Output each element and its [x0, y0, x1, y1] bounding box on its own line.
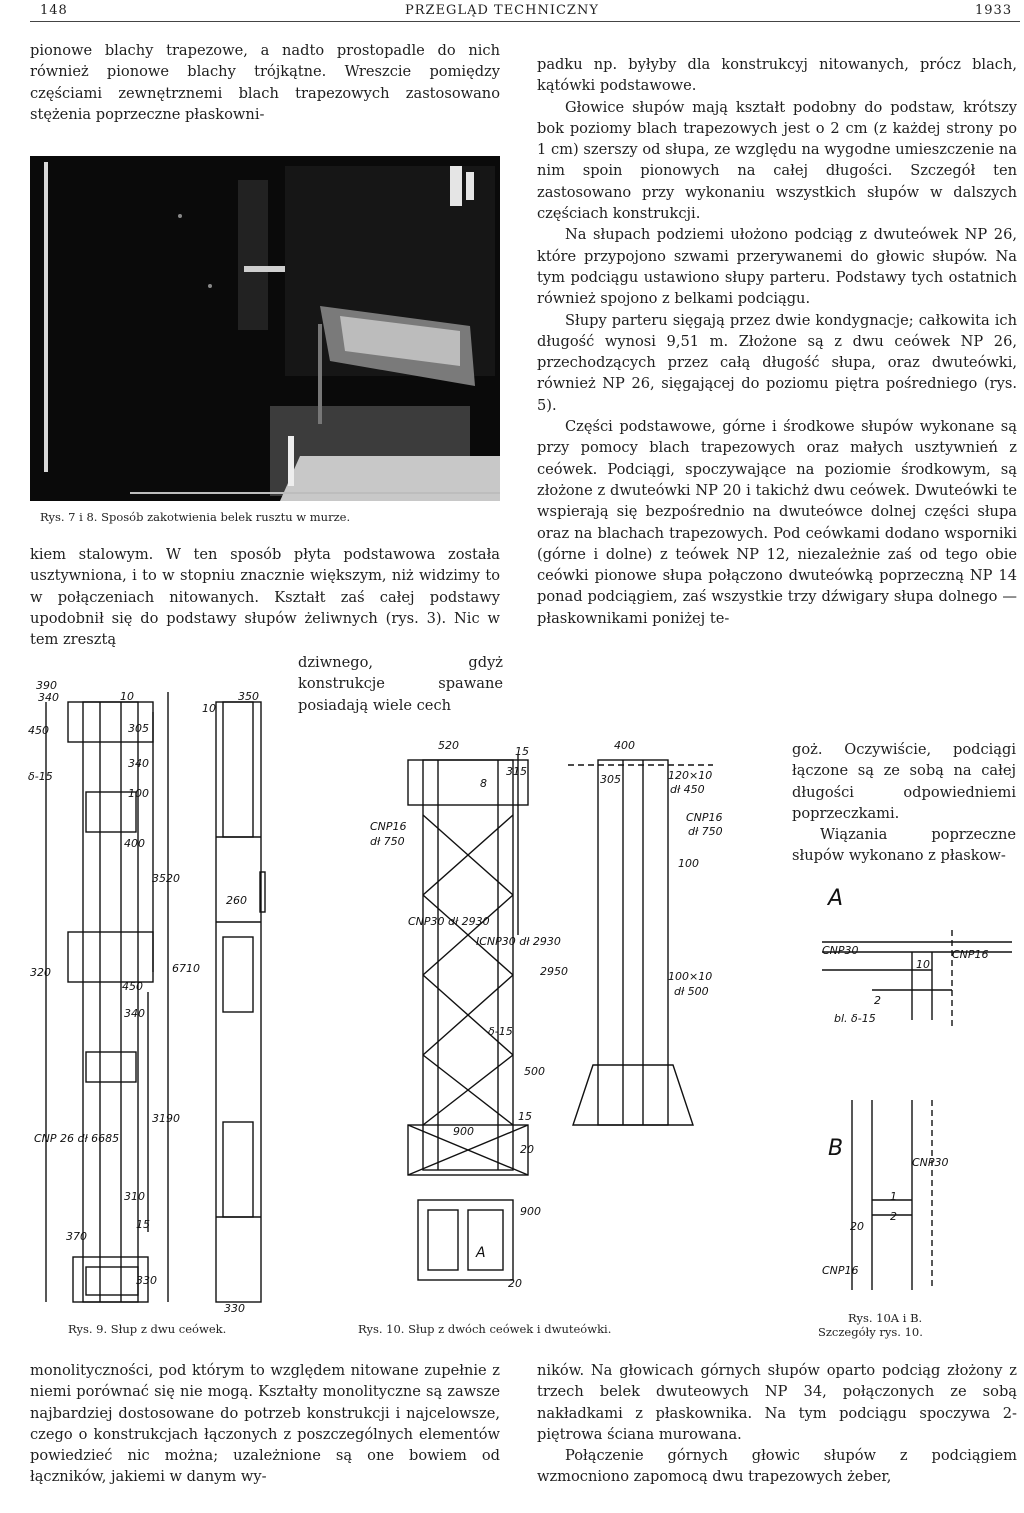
fig10-dim-20: 20 [520, 1143, 534, 1156]
right-narrow-text [792, 739, 1016, 867]
detail-b-label: B [828, 1136, 844, 1161]
paragraph: goż. Oczywiście, podciągi łączone są ze sobą na całej długości odpowiedniemi poprzeczkami. [792, 741, 1016, 822]
paragraph: padku np. byłyby dla konstrukcyj nitowanych, prócz blach, kątówki podstawowe. [537, 56, 1017, 95]
paragraph: pionowe blachy trapezowe, a nadto prostopadle do nich również pionowe blachy trójkątne. Wreszcie pomiędzy częściami zewnętrznemi blach trapezowych zastosowano stężenia poprzeczne płaskowni- [30, 42, 500, 123]
page-number: 148 [40, 3, 68, 18]
fig9-dim-305: 305 [128, 722, 149, 735]
left-bottom-text [30, 1360, 500, 1488]
detail-a-cnp16: CNP16 [952, 948, 989, 961]
detail-a-cnp30: CNP30 [822, 944, 859, 957]
fig10-label-cnp16b: CNP16 [686, 811, 723, 824]
detail-b-cnp30: CNP30 [912, 1156, 949, 1169]
fig9-dim-340b: 340 [128, 757, 149, 770]
fig9-dim-100: 100 [128, 787, 149, 800]
fig10-label-icnp30: ICNP30 dł 2930 [476, 935, 561, 948]
year: 1933 [975, 3, 1013, 18]
detail-a-2: 2 [874, 994, 881, 1007]
fig9-dim-350: 350 [238, 690, 259, 703]
paragraph: dziwnego, gdyż konstrukcje spawane posiadają wiele cech [298, 654, 503, 714]
fig9-dim-260: 260 [226, 894, 247, 907]
fig10-label-dl750b: dł 750 [688, 825, 723, 838]
paragraph: ników. Na głowicach górnych słupów oparto podciąg złożony z trzech belek dwuteowych NP 34, połączonych ze sobą nakładkami z płaskownika. Na tym podciągu spoczywa 2-piętrowa ściana murowana. [537, 1362, 1017, 1443]
fig9-dim-10: 10 [120, 690, 134, 703]
header-rule [30, 21, 1020, 22]
fig9-dim-15: 15 [136, 1218, 150, 1231]
fig10-dim-8: 8 [480, 777, 487, 790]
fig10-dim-15: 15 [515, 745, 529, 758]
fig10-dim-120x10: 120×10 [668, 769, 713, 782]
photo-caption: Rys. 7 i 8. Sposób zakotwienia belek rusztu w murze. [40, 510, 351, 524]
right-top-text [537, 54, 1017, 629]
fig10-dim-dl450: dł 450 [670, 783, 705, 796]
left-mid-text [30, 544, 500, 650]
fig9-dim-delta: δ-15 [28, 770, 53, 783]
fig10-dim-315: 315 [506, 765, 527, 778]
page-header [0, 0, 1024, 22]
fig9-dim-390: 390 [36, 679, 57, 692]
fig10-label-dl750: dł 750 [370, 835, 405, 848]
fig9-dim-310: 310 [124, 1190, 145, 1203]
fig10-dim-15b: 15 [518, 1110, 532, 1123]
photo-anchoring [30, 156, 500, 501]
paragraph: monolityczności, pod którym to względem nitowane zupełnie z niemi porównać się nie mogą. Kształty monolityczne są zawsze najbardziej dostosowane do potrzeb konstrukcji i najcelowsze, czego o konstrukcjach łączonych z poszczególnych elementów powiedzieć nic można; uzależnione są one bowiem od łączników, jakiemi w danym wy- [30, 1362, 500, 1486]
fig10-dim-500: 500 [524, 1065, 545, 1078]
fig9-dim-3190: 3190 [152, 1112, 180, 1125]
fig10-dim-delta: δ-15 [488, 1025, 513, 1038]
journal-title: PRZEGLĄD TECHNICZNY [405, 3, 599, 18]
fig9-dim-370: 370 [66, 1230, 87, 1243]
fig10-label-cnp30: CNP30 dł 2930 [408, 915, 490, 928]
left-top-text [30, 40, 500, 125]
right-bottom-text [537, 1360, 1017, 1488]
fig9-dim-10b: 10 [202, 702, 216, 715]
paragraph: Wiązania poprzeczne słupów wykonano z płaskow- [792, 826, 1016, 865]
fig9-dim-3520: 3520 [152, 872, 180, 885]
fig10-dim-100: 100 [678, 857, 699, 870]
fig9-label-cnp26: CNP 26 dł 6685 [34, 1132, 120, 1145]
paragraph: kiem stalowym. W ten sposób płyta podstawowa została usztywniona, i to w stopniu znacznie większym, niż widzimy to w połączeniach nitowanych. Kształt zaś całej podstawy upodobnił się do podstawy słupów żeliwnych (rys. 3). Nic w tem zresztą [30, 546, 500, 649]
fig10-dim-900: 900 [453, 1125, 474, 1138]
fig9-dim-330b: 330 [224, 1302, 245, 1315]
detail-b-2: 2 [890, 1210, 897, 1223]
detail-b-1: 1 [890, 1190, 897, 1203]
fig10-dim-100x10: 100×10 [668, 970, 713, 983]
caption-fig9: Rys. 9. Słup z dwu ceówek. [68, 1322, 227, 1336]
fig10-label-a: A [476, 1245, 486, 1261]
fig9-dim-340: 340 [38, 691, 59, 704]
paragraph: Słupy parteru sięgają przez dwie kondygnacje; całkowita ich długość wynosi 9,51 m. Złożone są z dwu ceówek NP 26, przechodzących przez całą długość słupa, oraz dwuteówki, również NP 26, sięgającej do poziomu piętra pośredniego (rys. 5). [537, 311, 1017, 414]
fig9-dim-330: 330 [136, 1274, 157, 1287]
fig10-dim-520: 520 [438, 739, 459, 752]
fig10-label-cnp16: CNP16 [370, 820, 407, 833]
detail-b-cnp16: CNP16 [822, 1264, 859, 1277]
caption-fig10ab-line2: Szczegóły rys. 10. [818, 1325, 923, 1339]
fig10-dim-305: 305 [600, 773, 621, 786]
fig9-dim-450: 450 [28, 724, 49, 737]
detail-a-label: A [828, 886, 844, 911]
detail-b-20: 20 [850, 1220, 864, 1233]
fig9-dim-400: 400 [124, 837, 145, 850]
caption-fig10ab-line1: Rys. 10A i B. [848, 1311, 923, 1325]
fig9-dim-6710: 6710 [172, 962, 200, 975]
fig10-dim-dl500: dł 500 [674, 985, 709, 998]
fig10-dim-2950: 2950 [540, 965, 568, 978]
fig10-dim-900b: 900 [520, 1205, 541, 1218]
fig9-dim-450b: 450 [122, 980, 143, 993]
fig9-dim-340c: 340 [124, 1007, 145, 1020]
paragraph: Części podstawowe, górne i środkowe słupów wykonane są przy pomocy blach trapezowych oraz małych usztywnień z ceówek. Podciągi, spoczywające na poziomie środkowym, są złożone z dwuteówki NP 20 i takichż dwu ceówek. Dwuteówki te wspierają się bezpośrednio na dwuteówce dolnej części słupa oraz na blachach trapezowych. Pod ceówkami dodano wsporniki (górne i dolne) z teówek NP 12, niezależnie zaś od tego obie ceówki pionowe słupa połączono dwuteówką poprzeczną NP 14 ponad podciągiem, zaś wszystkie trzy dźwigary słupa dolnego — płaskownikami poniżej te- [537, 418, 1017, 627]
caption-fig10: Rys. 10. Słup z dwóch ceówek i dwuteówki. [358, 1322, 612, 1336]
left-narrow-text [298, 652, 503, 716]
fig10-dim-20b: 20 [508, 1277, 522, 1290]
fig10-dim-400: 400 [614, 739, 635, 752]
figure-9-column-drawing [28, 672, 308, 1317]
paragraph: Na słupach podziemi ułożono podciąg z dwuteówek NP 26, które przypojono szwami przerywanemi do głowic słupów. Na tym podciągu ustawiono słupy parteru. Podstawy tych ostatnich również spojono z belkami podciągu. [537, 226, 1017, 308]
figure-10-column-drawing [368, 735, 738, 1295]
paragraph: Połączenie górnych głowic słupów z podciągiem wzmocniono zapomocą dwu trapezowych żeber, [537, 1447, 1017, 1486]
detail-a-plate: bl. δ-15 [834, 1012, 876, 1025]
paragraph: Głowice słupów mają kształt podobny do podstaw, krótszy bok poziomy blach trapezowych jest o 2 cm (z każdej strony po 1 cm) szerszy od słupa, ze względu na wygodne umieszczenie na nim spoin pionowych na całej długości. Szczegół ten zastosowano przy wykonaniu wszystkich słupów w dalszych częściach konstrukcji. [537, 98, 1017, 223]
detail-a-10: 10 [916, 958, 930, 971]
fig9-dim-320: 320 [30, 966, 51, 979]
figure-10ab-details [812, 870, 1022, 1300]
